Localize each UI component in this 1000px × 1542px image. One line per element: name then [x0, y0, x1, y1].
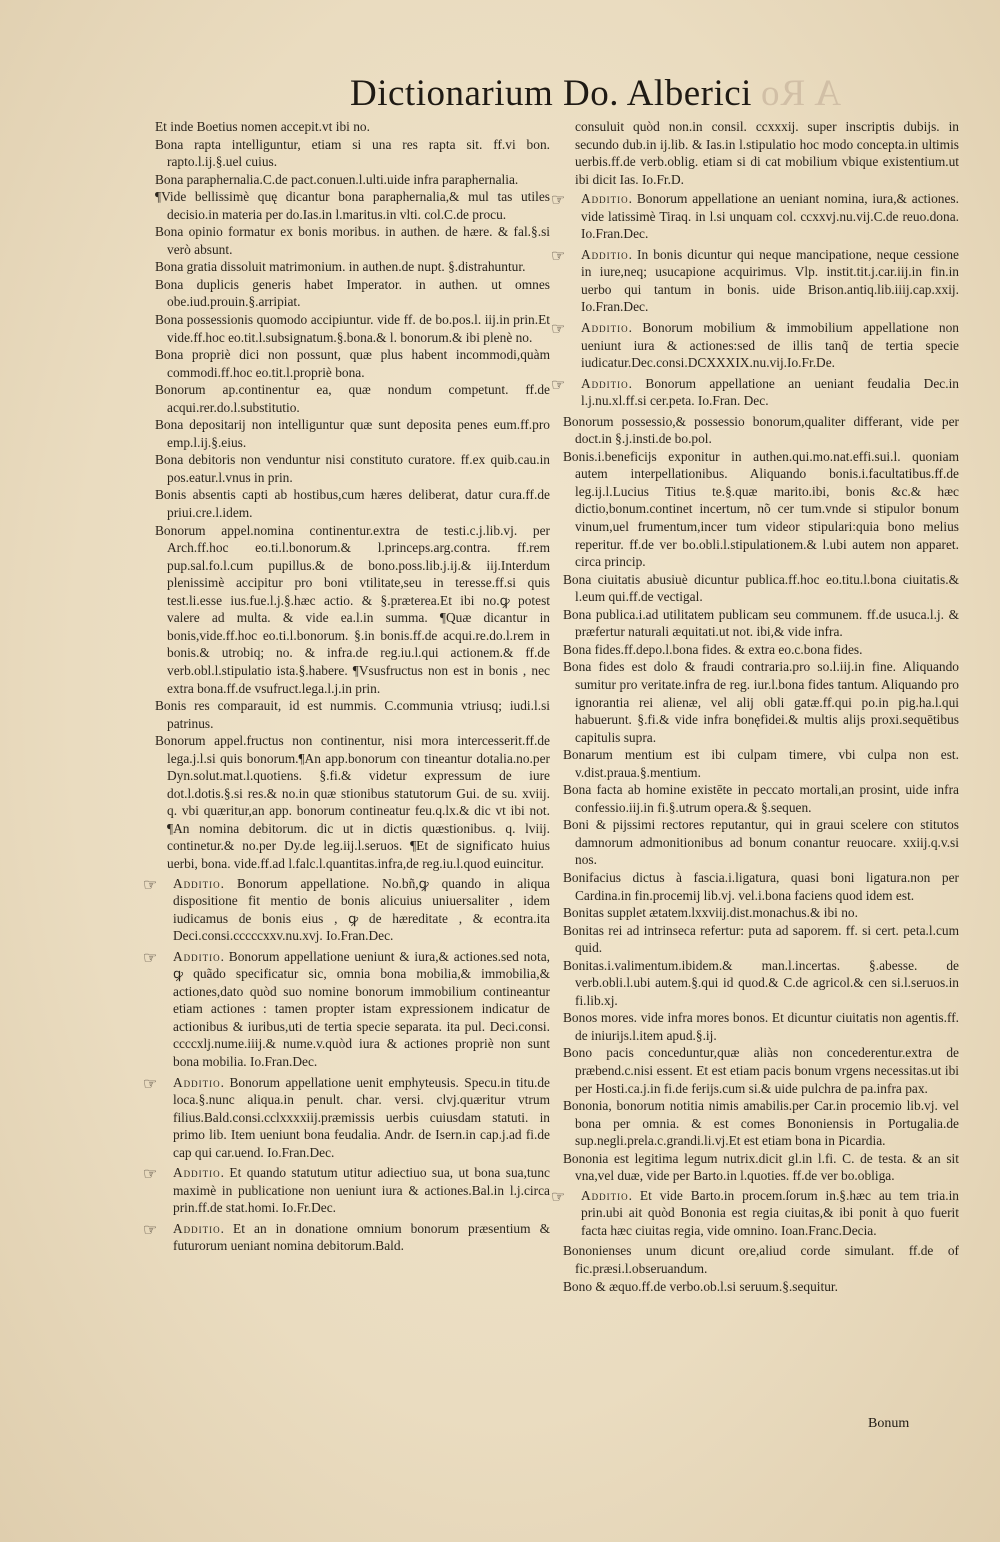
- dictionary-entry: Bonifacius dictus à fascia.i.ligatura, quasi boni ligatura.non per Cardina.in fin.procemij lib.vj. vel.i.bona faciens quod idem est.: [563, 869, 959, 903]
- pointing-hand-icon: ☞: [551, 192, 566, 210]
- dictionary-entry: Bonorum appel.fructus non continentur, nisi mora intercesserit.ff.de lega.j.l.si quis bonorum.¶An app.bonorum con tineantur dotalia.no.per Dyn.solut.mat.l.quotiens. §.fi.& videtur expressum de iure dot.l.dotis.§.si res.& no.in quæ stionibus statutorum Gui. de su. xviij. q. vbi quæritur,an app. bonorum contineatur feu.q.lx.& dic vt ibi not. ¶An nomina debitorum. dic ut in dictis quæstionibus. q. lviij. continetur.& no.per Dy.de leg.iij.l.seruos. ¶Et de significato huius uerbi, bona. vide.ff.ad l.falc.l.quantitas.infra,de reg.iu.l.quod euincitur.: [155, 733, 550, 871]
- additio-text: . Bonorum appellatione ueniunt & iura,& actiones.sed nota, ꝙ quãdo specificatur sic, omnia bona mobilia,& immobilia,& actiones,dato quòd suo nomine bonorum immobilium contineantur etiam actiones : tamen propter istam expressionem indicatur de actionibus & iuribus,uti de tertia specie separata. ita pul. Deci.consi. ccccxlj.nume.iiij.& nume.v.quòd iura & actiones propriè non sunt bona mobilia. Io.Fran.Dec.: [173, 948, 550, 1069]
- dictionary-entry: Bona ciuitatis abusiuè dicuntur publica.ff.hoc eo.titu.l.bona ciuitatis.& l.eum qui.ff.de vectigal.: [563, 571, 959, 605]
- pointing-hand-icon: ☞: [551, 247, 566, 265]
- additio-label: Additio: [581, 375, 629, 391]
- dictionary-entry: Bononia est legitima legum nutrix.dicit gl.in l.fi. C. de testa. & an sit vna,vel duæ, vide per Barto.in l.quoties. ff.de ver bo.obliga.: [563, 1150, 959, 1184]
- additio-label: Additio: [173, 1074, 221, 1090]
- dictionary-entry: Bonitas rei ad intrinseca refertur: puta ad saporem. ff. si cert. peta.l.cum quid.: [563, 922, 959, 956]
- dictionary-entry: Boni & pijssimi rectores reputantur, qui in graui scelere con stitutos damnorum admonitionibus ad bonum conantur reuocare. xxiij.q.v.si nos.: [563, 817, 959, 868]
- additio-text: . Bonorum appellatione an ueniant nomina, iura,& actiones. vide latissimè Tiraq. in l.si unquam col. ccxxvj.nu.vij.C.de reuo.dona. Io.Fran.Dec.: [581, 191, 959, 242]
- additio-label: Additio: [581, 320, 629, 336]
- additio-entry: [551, 319, 959, 372]
- dictionary-entry: Bonis.i.beneficijs exponitur in authen.qui.mo.nat.effi.sui.l. quoniam autem interpellationibus. Aliquando bonis.i.facultatibus.ff.de leg.ij.l.Lucius Titius te.§.quæ marito.ibi, bonis &c.& hæc dictio,bonum.continet incertum, nõ cer tum.vnde si stipulor bonum vinum,uel frumentum,incer tum videor stipulari:quia bono melius reperitur. ff.de ver bo.obli.l.stipulationem.& l.ubi autem non apparet. circa princip.: [563, 448, 959, 570]
- additio-entry: [143, 948, 550, 1071]
- left-column: [143, 118, 550, 1258]
- pointing-hand-icon: ☞: [551, 1188, 566, 1206]
- dictionary-entry: ¶Vide bellissimè quę dicantur bona paraphernalia,& mul tas utiles decisio.in materia per do.Ias.in l.maritus.in vlti. col.C.de procu.: [155, 189, 550, 222]
- bleed-through-text: A Ro: [760, 73, 842, 114]
- additio-label: Additio: [581, 246, 629, 262]
- additio-entry: [551, 1187, 959, 1240]
- dictionary-entry: Bona facta ab homine existēte in peccato mortali,an prosint, uide infra confessio.iij.in fi.§.utrum opera.& §.sequen.: [563, 782, 959, 815]
- pointing-hand-icon: ☞: [551, 376, 566, 394]
- additio-text: . Bonorum mobilium & immobilium appellatione non ueniunt iura & actiones:sed de illis tanq̃ de tertia specie iudicatur.Dec.consi.DCXXXIX.nu.vij.Io.Fr.De.: [581, 320, 959, 371]
- dictionary-entry: Bononienses unum dicunt ore,aliud corde simulant. ff.de of fic.præsi.l.obseruandum.: [563, 1243, 959, 1276]
- additio-label: Additio: [173, 875, 221, 891]
- dictionary-entry: Bonitas supplet ætatem.lxxviij.dist.monachus.& ibi no.: [563, 905, 858, 921]
- catchword: Bonum: [868, 1416, 910, 1431]
- dictionary-entry: Bona propriè dici non possunt, quæ plus habent incommodi,quàm commodi.ff.hoc eo.tit.l.propriè bona.: [155, 347, 550, 380]
- dictionary-entry: Bona gratia dissoluit matrimonium. in authen.de nupt. §.distrahuntur.: [155, 259, 526, 275]
- dictionary-entry: Bona possessionis quomodo accipiuntur. vide ff. de bo.pos.l. iij.in prin.Et vide.ff.hoc eo.tit.l.subsignatum.§.bona.& l. bonorum.& ibi plenè no.: [155, 312, 550, 345]
- additio-entry: [551, 246, 959, 316]
- pointing-hand-icon: ☞: [143, 1166, 158, 1184]
- dictionary-entry: Bona paraphernalia.C.de pact.conuen.l.ulti.uide infra paraphernalia.: [155, 171, 519, 187]
- dictionary-entry: Bona publica.i.ad utilitatem publicam seu communem. ff.de usuca.l.j. & præfertur naturali æquitati.ut not. ibi,& vide infra.: [563, 606, 959, 640]
- dictionary-entry: Bononia, bonorum notitia nimis amabilis.per Car.in procemio lib.vj. vel bona per omnia. & est comes Bononiensis in Portugalia.de sup.negli.prela.c.grandi.li.vj.Et est etiam bona in Picardia.: [563, 1098, 959, 1149]
- pointing-hand-icon: ☞: [143, 949, 158, 967]
- dictionary-entry: Bona opinio formatur ex bonis moribus. in authen. de hære. & fal.§.si verò absunt.: [155, 224, 550, 257]
- dictionary-entry: Bona fides est dolo & fraudi contraria.pro so.l.iij.in fine. Aliquando sumitur pro veritate.infra de reg. iur.l.bona fides tantum. Aliquando pro ignorantia rei alienæ, vel alij obli gatæ.ff.qui po.in pig.ha.l.qui habuerunt. §.fi.& vide infra bonęfidei.& multis alijs proxi.sequētibus capitulis supra.: [563, 659, 959, 745]
- dictionary-entry: Bonorum appel.nomina continentur.extra de testi.c.j.lib.vj. per Arch.ff.hoc eo.ti.l.bonorum.& l.princeps.arg.contra. ff.rem pup.sal.fo.l.cum pupillus.& de bono.poss.lib.j.ij.& iij.Interdum plenissimè accipitur pro boni vtilitate,seu in teresse.ff.si quis test.li.esse ius.fue.l.j.§.hæc actio. & §.præterea.Et ibi no.ꝙ potest valere ad multa. & vide ea.l.in summa. ¶Quæ dicantur in bonis,vide.ff.hoc eo.ti.l.bonorum. §.in bonis.ff.de acqui.re.do.l.rem in bonis.& utrobiq; no. & infra.de reg.iu.l.qui actionem.& ff.de verb.obl.l.stipulatio ista.§.habere. ¶Vsusfructus non est in bonis , nec extra bona.ff.de vsufruct.lega.l.j.in prin.: [155, 522, 550, 696]
- dictionary-entry: Bonis absentis capti ab hostibus,cum hæres deliberat, datur cura.ff.de priui.cre.l.idem.: [155, 487, 550, 521]
- right-column: [551, 118, 959, 1295]
- dictionary-entry: Bona duplicis generis habet Imperator. in authen. ut omnes obe.iud.prouin.§.arripiat.: [155, 276, 550, 310]
- pointing-hand-icon: ☞: [143, 1221, 158, 1239]
- additio-entry: [143, 1220, 550, 1255]
- additio-label: Additio: [581, 191, 629, 207]
- additio-text: . Bonorum appellatione uenit emphyteusis. Specu.in titu.de loca.§.nunc aliqua.in penult. char. versi. clvj.quæritur vtrum filius.Bald.consi.cclxxxxiij.præmissis uerbis cuiusdam statuti. in primo lib. Item ueniunt bona feudalia. Andr. de Isern.in cap.j.ad fi.de cap qui car.uend. Io.Fran.Dec.: [173, 1074, 550, 1160]
- dictionary-entry: Bona debitoris non venduntur nisi constituto curatore. ff.ex quib.cau.in pos.eatur.l.vnus in prin.: [155, 452, 550, 485]
- dictionary-entry: Bono & æquo.ff.de verbo.ob.l.si seruum.§.sequitur.: [563, 1278, 838, 1294]
- dictionary-entry: Bona fides.ff.depo.l.bona fides. & extra eo.c.bona fides.: [563, 641, 863, 657]
- dictionary-entry: Bonitas.i.valimentum.ibidem.& man.l.incertas. §.abesse. de verb.obli.l.ubi autem.§.qui id quod.& C.de agricol.& cen si.l.seruos.in fi.lib.xj.: [563, 957, 959, 1008]
- dictionary-entry: consuluit quòd non.in consil. ccxxxij. super inscriptis dubijs. in secundo dub.in ij.lib. & Ias.in l.stipulatio hoc modo concepta.in ultimis uerbis.ff.de verb.oblig. etiam si di cat mobilium vbique existentium.ut ibi dicit Ias. Io.Fr.D.: [575, 119, 959, 187]
- additio-label: Additio: [173, 1220, 221, 1236]
- additio-text: . Bonorum appellatione an ueniant feudalia Dec.in l.j.nu.xl.ff.si cer.peta. Io.Fran. Dec.: [581, 375, 959, 409]
- additio-text: . Et vide Barto.in procem.ſorum in.§.hæc au tem tria.in prin.ubi ait quòd Bononia est regia ciuitas,& ibi ponit à quo fuerit facta hæc ciuitas regia, vide omnino. Ioan.Franc.Decia.: [581, 1187, 959, 1238]
- dictionary-entry: Bona depositarij non intelliguntur quæ sunt deposita penes eum.ff.pro emp.l.ij.§.eius.: [155, 417, 550, 450]
- dictionary-entry: Bono pacis conceduntur,quæ aliàs non concederentur.extra de præbend.c.nisi essent. Et est etiam pacis bonum vrgens necessitas.ut ibi per Hosti.ca.j.in fi.de ferijs.cum si.& uide pulchra de pa.infra pax.: [563, 1045, 959, 1096]
- dictionary-entry: Bonorum ap.continentur ea, quæ nondum competunt. ff.de acqui.rer.do.l.substitutio.: [155, 382, 550, 415]
- dictionary-entry: Bonorum possessio,& possessio bonorum,qualiter differant, vide per doct.in §.j.insti.de bo.pol.: [563, 413, 959, 447]
- additio-text: . In bonis dicuntur qui neque mancipatione, neque cessione in iure,neq; usucapione acquirimus. Vlp. instit.tit.j.car.iij.in fin.in uerbo qui tantum in bonis. uide Brison.antiq.lib.iiij.cap.xxij. Io.Fran.Dec.: [581, 246, 959, 315]
- additio-entry: [143, 1074, 550, 1162]
- additio-label: Additio: [173, 1165, 221, 1181]
- pointing-hand-icon: ☞: [143, 1075, 158, 1093]
- dictionary-entry: Et inde Boetius nomen accepit.vt ibi no.: [155, 119, 370, 134]
- dictionary-entry: Bonarum mentium est ibi culpam timere, vbi culpa non est. v.dist.praua.§.mentium.: [563, 747, 959, 780]
- dictionary-entry: Bona rapta intelliguntur, etiam si una res rapta sit. ff.vi bon. rapto.l.ij.§.uel cuius.: [155, 136, 550, 170]
- additio-label: Additio: [173, 948, 221, 964]
- dictionary-entry: Bonis res comparauit, id est nummis. C.communia vtriusq; iudi.l.si patrinus.: [155, 698, 550, 731]
- dictionary-entry: Bonos mores. vide infra mores bonos. Et dicuntur ciuitatis non agentis.ff. de iniurijs.l.item apud.§.ij.: [563, 1010, 959, 1043]
- pointing-hand-icon: ☞: [143, 876, 158, 894]
- additio-text: . Et quando statutum utitur adiectiuo sua, ut bona sua,tunc maximè in publicatione non ueniunt iura & actiones.Bal.in l.j.circa prin.ff.de stat.homi. Io.Fr.Dec.: [173, 1165, 550, 1216]
- pointing-hand-icon: ☞: [551, 321, 566, 339]
- additio-text: . Et an in donatione omnium bonorum præsentium & futurorum ueniant nomina debitorum.Bald.: [173, 1220, 550, 1254]
- additio-text: . Bonorum appellatione. No.bñ,ꝙ quando in aliqua dispositione fit mentio de bonis alicuius uniuersaliter , idem iudicamus de bonis eius , ꝙ de hæreditate , & econtra.ita Deci.consi.cccccxxv.nu.xvj. Io.Fran.Dec.: [173, 875, 550, 944]
- additio-label: Additio: [581, 1187, 629, 1203]
- additio-entry: [551, 375, 959, 410]
- additio-entry: [143, 1164, 550, 1217]
- additio-entry: [143, 875, 550, 945]
- additio-entry: [551, 190, 959, 243]
- running-head: Dictionarium Do. Alberici: [350, 73, 752, 114]
